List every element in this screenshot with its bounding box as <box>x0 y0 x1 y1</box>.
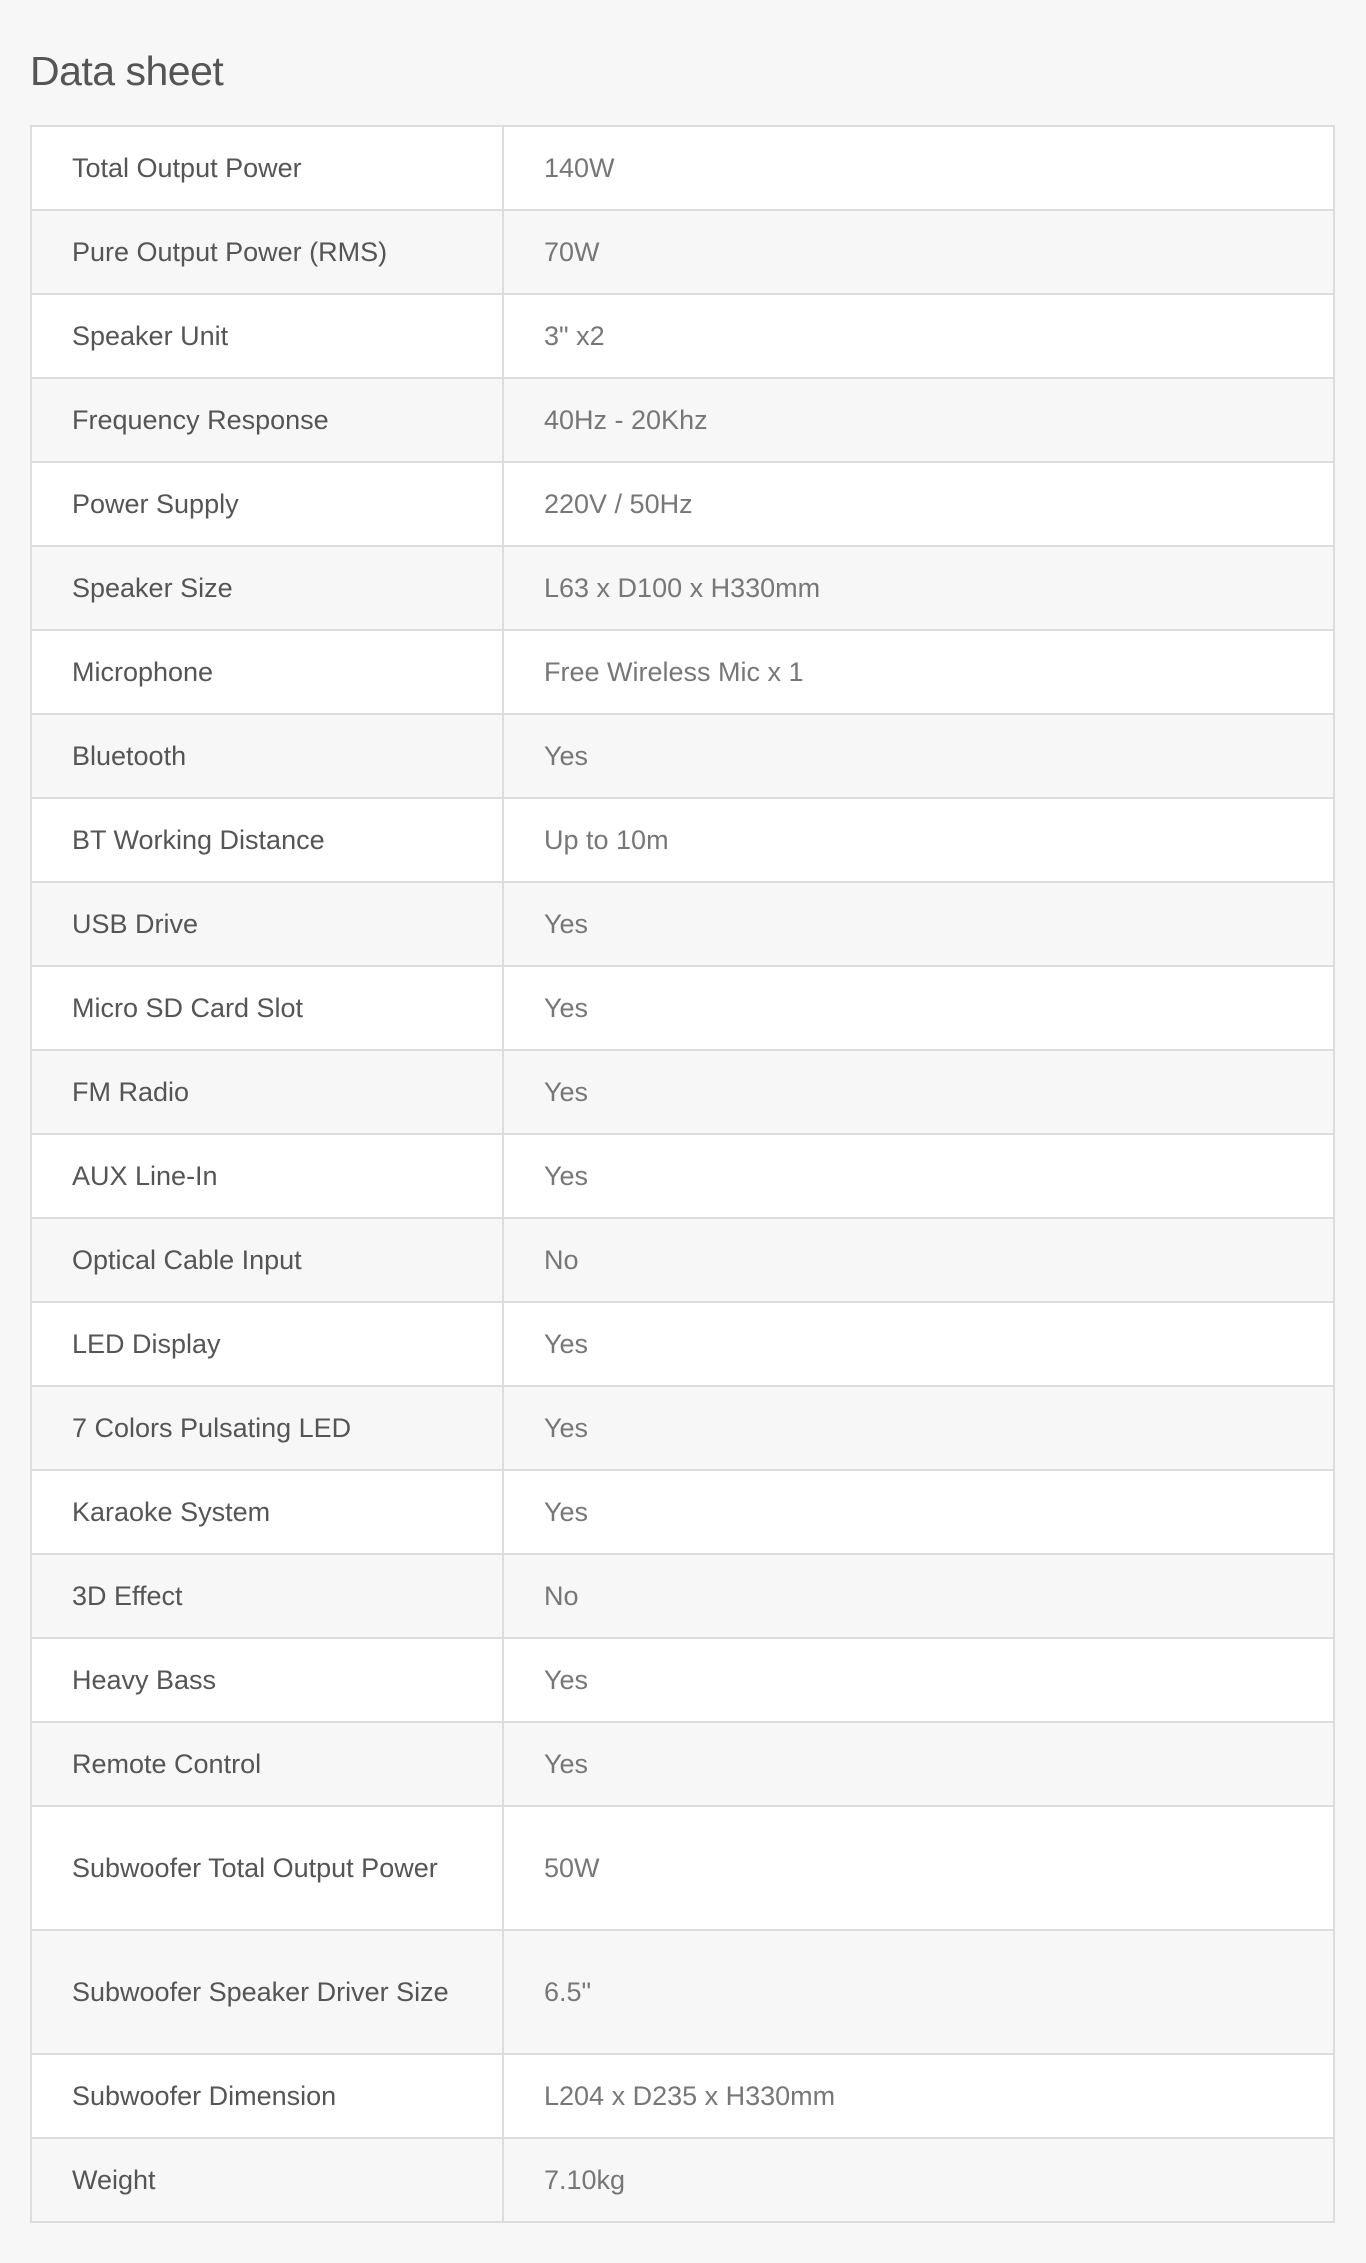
table-row <box>31 210 1334 294</box>
spec-value: No <box>503 1218 1334 1302</box>
table-row <box>31 1134 1334 1218</box>
spec-value: 7.10kg <box>503 2138 1334 2222</box>
spec-label: Speaker Unit <box>31 294 503 378</box>
spec-label: Subwoofer Speaker Driver Size <box>31 1930 503 2054</box>
table-row <box>31 1930 1334 2054</box>
spec-label: 3D Effect <box>31 1554 503 1638</box>
table-row <box>31 546 1334 630</box>
table-row <box>31 126 1334 210</box>
spec-label: FM Radio <box>31 1050 503 1134</box>
spec-label: Bluetooth <box>31 714 503 798</box>
spec-label: Subwoofer Total Output Power <box>31 1806 503 1930</box>
spec-value: L63 x D100 x H330mm <box>503 546 1334 630</box>
spec-value: 50W <box>503 1806 1334 1930</box>
table-row <box>31 1386 1334 1470</box>
spec-value: 70W <box>503 210 1334 294</box>
spec-value: Yes <box>503 1302 1334 1386</box>
spec-label: Karaoke System <box>31 1470 503 1554</box>
spec-value: L204 x D235 x H330mm <box>503 2054 1334 2138</box>
spec-label: LED Display <box>31 1302 503 1386</box>
spec-label: Micro SD Card Slot <box>31 966 503 1050</box>
spec-value: Yes <box>503 1470 1334 1554</box>
table-row <box>31 630 1334 714</box>
spec-value: 40Hz - 20Khz <box>503 378 1334 462</box>
table-row <box>31 1638 1334 1722</box>
table-row <box>31 1554 1334 1638</box>
table-row <box>31 378 1334 462</box>
spec-label: Heavy Bass <box>31 1638 503 1722</box>
data-sheet-table <box>30 125 1335 2223</box>
spec-label: Frequency Response <box>31 378 503 462</box>
table-row <box>31 1470 1334 1554</box>
table-row <box>31 798 1334 882</box>
spec-label: Microphone <box>31 630 503 714</box>
spec-value: Free Wireless Mic x 1 <box>503 630 1334 714</box>
spec-label: 7 Colors Pulsating LED <box>31 1386 503 1470</box>
spec-label: Power Supply <box>31 462 503 546</box>
spec-value: Yes <box>503 1638 1334 1722</box>
table-row <box>31 882 1334 966</box>
spec-value: Yes <box>503 882 1334 966</box>
table-row <box>31 1218 1334 1302</box>
table-row <box>31 294 1334 378</box>
table-row <box>31 714 1334 798</box>
spec-label: BT Working Distance <box>31 798 503 882</box>
spec-label: Total Output Power <box>31 126 503 210</box>
table-row <box>31 2054 1334 2138</box>
spec-label: USB Drive <box>31 882 503 966</box>
spec-value: 6.5" <box>503 1930 1334 2054</box>
spec-label: Remote Control <box>31 1722 503 1806</box>
spec-value: Yes <box>503 1134 1334 1218</box>
spec-value: 140W <box>503 126 1334 210</box>
spec-value: Up to 10m <box>503 798 1334 882</box>
spec-value: 220V / 50Hz <box>503 462 1334 546</box>
spec-value: 3" x2 <box>503 294 1334 378</box>
table-row <box>31 462 1334 546</box>
table-row <box>31 966 1334 1050</box>
spec-value: Yes <box>503 1386 1334 1470</box>
spec-value: Yes <box>503 966 1334 1050</box>
table-row <box>31 1806 1334 1930</box>
table-row <box>31 1302 1334 1386</box>
spec-label: Weight <box>31 2138 503 2222</box>
spec-label: Speaker Size <box>31 546 503 630</box>
spec-value: No <box>503 1554 1334 1638</box>
spec-value: Yes <box>503 1050 1334 1134</box>
spec-label: AUX Line-In <box>31 1134 503 1218</box>
page-title: Data sheet <box>30 48 224 94</box>
spec-label: Subwoofer Dimension <box>31 2054 503 2138</box>
spec-value: Yes <box>503 714 1334 798</box>
table-row <box>31 2138 1334 2222</box>
table-row <box>31 1722 1334 1806</box>
spec-label: Pure Output Power (RMS) <box>31 210 503 294</box>
spec-label: Optical Cable Input <box>31 1218 503 1302</box>
table-row <box>31 1050 1334 1134</box>
spec-value: Yes <box>503 1722 1334 1806</box>
